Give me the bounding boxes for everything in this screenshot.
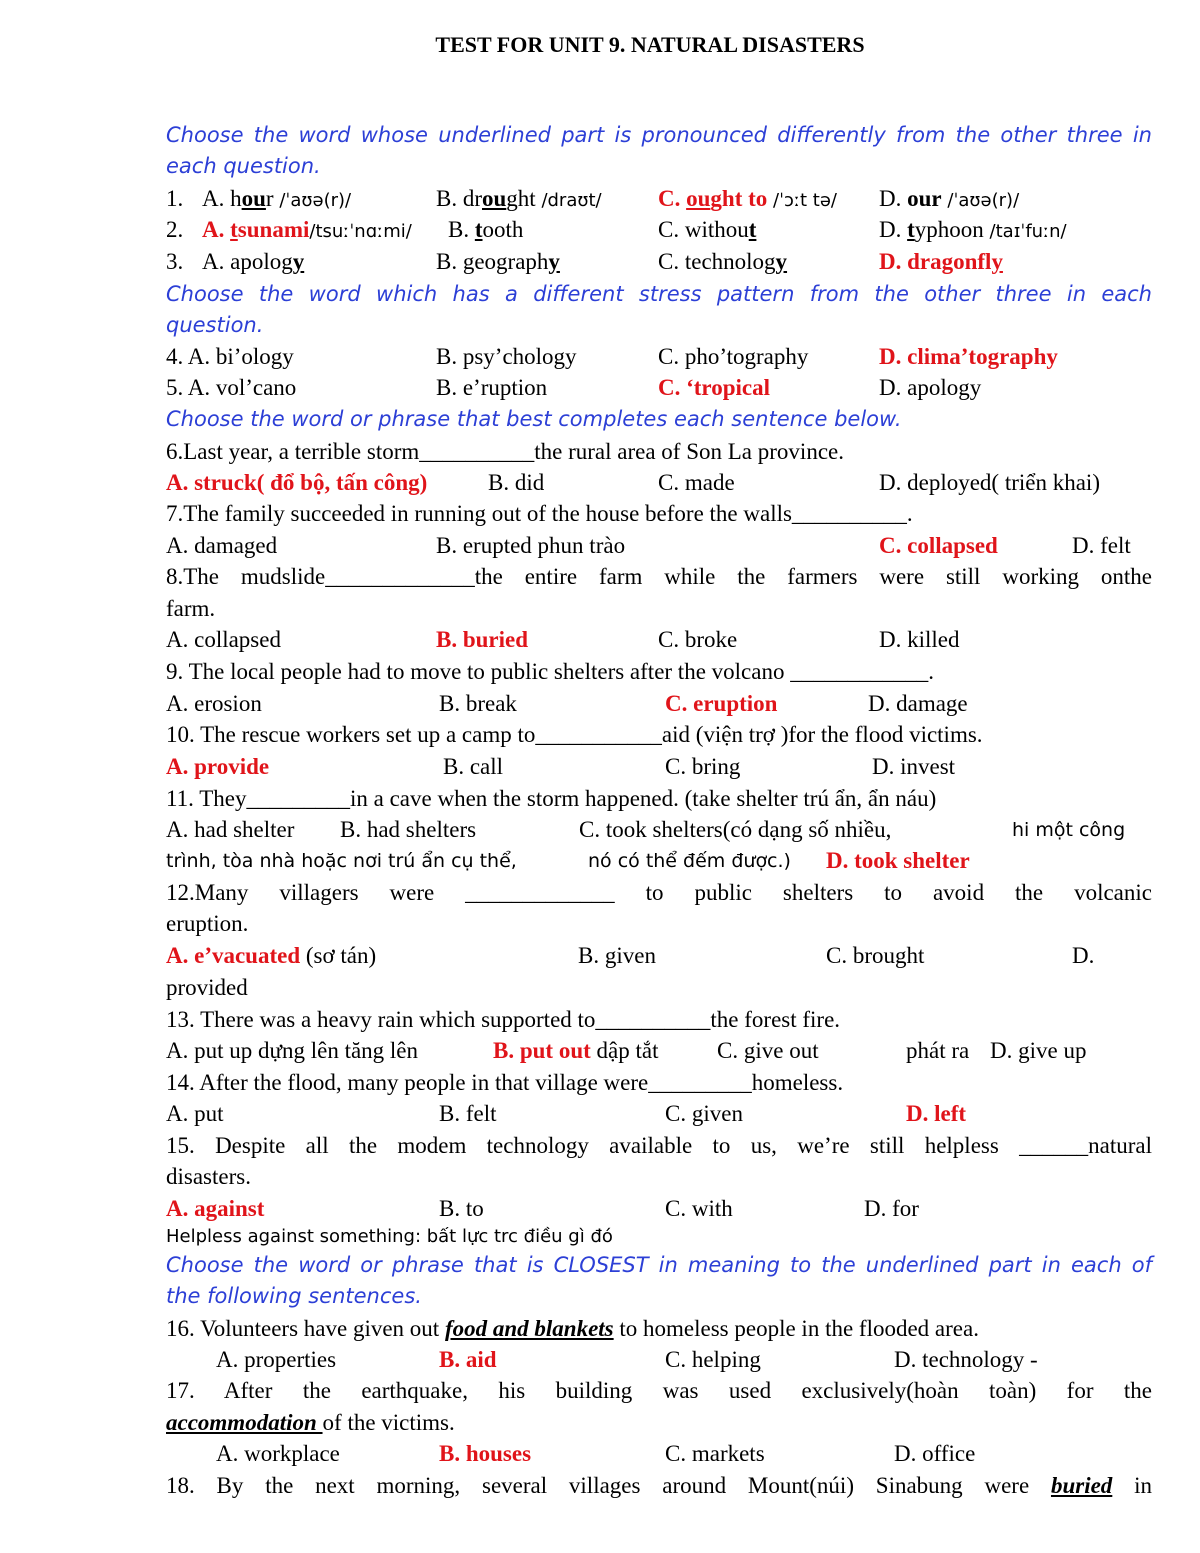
question-14-options [166, 1099, 1156, 1129]
option-d: D. technology - [894, 1347, 1038, 1372]
question-3 [166, 247, 1156, 277]
option-c: C. given [665, 1101, 743, 1126]
question-9-options [166, 689, 1156, 719]
option-c: C. markets [665, 1441, 765, 1466]
stem-text: farm. [166, 596, 216, 621]
option-b: B. did [488, 470, 545, 495]
instruction-pronunciation-line1: Choose the word whose underlined part is pronounced differently from the other three in [166, 123, 1152, 147]
option-a: A. hour /ˈaʊə(r)/ [202, 186, 352, 211]
question-8-options [166, 625, 1156, 655]
option-a: A. collapsed [166, 627, 281, 652]
option-d: D. damage [868, 691, 968, 716]
option-c: C. broke [658, 627, 738, 652]
stem-text: 11. They_________in a cave when the storm happened. (take shelter trú ẩn, ẩn náu) [166, 786, 937, 811]
option-b: B. had shelters [340, 817, 477, 842]
instruction-closest-line1: Choose the word or phrase that is CLOSEST in meaning to the underlined part in each of [166, 1253, 1152, 1277]
option-b: B. to [439, 1196, 484, 1221]
option-c: C. brought [826, 943, 925, 968]
option-c: C. pho’tography [658, 344, 809, 369]
option-a: A. properties [216, 1347, 337, 1372]
question-7-stem [166, 499, 1156, 529]
option-a: 5. A. vol’cano [166, 375, 297, 400]
option-a: 4. A. bi’ology [166, 344, 294, 369]
question-12-stem-line1: 12.Many villagers were _____________ to public shelters to avoid the volcanic [166, 880, 1152, 905]
stem-text: 7.The family succeeded in running out of the house before the walls__________. [166, 501, 913, 526]
question-4 [166, 342, 1156, 372]
option-b: B. felt [439, 1101, 497, 1126]
instruction-stress-line1: Choose the word which has a different stress pattern from the other three in each [166, 282, 1152, 306]
question-12-options [166, 941, 1156, 971]
question-10-options [166, 752, 1156, 782]
option-d: D. for [864, 1196, 919, 1221]
option-a: A. damaged [166, 533, 278, 558]
question-15-stem-line1: 15. Despite all the modem technology available to us, we’re still helpless ______natural [166, 1133, 1152, 1158]
option-a: A. put [166, 1101, 224, 1126]
option-d-answer: D. dragonfly [879, 249, 1003, 274]
option-b: B. given [578, 943, 656, 968]
option-c-answer: C. ‘tropical [658, 375, 771, 400]
question-9-stem [166, 657, 1156, 687]
instruction-stress-line2: question. [166, 313, 264, 337]
option-b: B. geography [436, 249, 560, 274]
stem-text: eruption. [166, 911, 249, 936]
question-8-stem-line1: 8.The mudslide_____________the entire farm while the farmers were still working onthe [166, 564, 1152, 589]
question-13-options [166, 1036, 1156, 1066]
question-6-options [166, 468, 1156, 498]
stem-text: 10. The rescue workers set up a camp to___________aid (viện trợ )for the flood victims. [166, 722, 983, 747]
option-c: C. give out [717, 1038, 819, 1063]
stem-text: disasters. [166, 1164, 251, 1189]
option-c: C. with [665, 1196, 733, 1221]
note-text: Helpless against something: bất lực trc điều gì đó [166, 1226, 613, 1247]
question-11-options-line2 [166, 846, 1156, 876]
question-16-options [166, 1345, 1156, 1375]
option-a: A. erosion [166, 691, 262, 716]
stem-text: 16. Volunteers have given out food and blankets to homeless people in the flooded area. [166, 1316, 979, 1341]
option-a-answer: A. e’vacuated (sơ tán) [166, 943, 377, 968]
option-c-answer: C. eruption [665, 691, 778, 716]
option-a: A. apology [202, 249, 305, 274]
instruction-complete: Choose the word or phrase that best completes each sentence below. [166, 407, 902, 431]
option-c: C. bring [665, 754, 741, 779]
stem-text: accommodation of the victims. [166, 1410, 455, 1435]
option-c: C. made [658, 470, 735, 495]
option-b: B. call [443, 754, 504, 779]
stem-text: 6.Last year, a terrible storm__________the rural area of Son La province. [166, 439, 844, 464]
stem-text: 9. The local people had to move to public shelters after the volcano ____________. [166, 659, 934, 684]
option-d-answer: D. clima’tography [879, 344, 1058, 369]
question-11-options-line1 [166, 815, 1156, 845]
option-c: C. technology [658, 249, 788, 274]
question-17-options [166, 1439, 1156, 1469]
option-b: B. psy’chology [436, 344, 577, 369]
instruction-pronunciation-line2: each question. [166, 154, 321, 178]
option-d: D. our /ˈaʊə(r)/ [879, 186, 1020, 211]
stem-text: 13. There was a heavy rain which supported to__________the forest fire. [166, 1007, 841, 1032]
question-15-options [166, 1194, 1156, 1224]
option-a-answer: A. against [166, 1196, 265, 1221]
option-d: D. deployed( triển khai) [879, 470, 1100, 495]
question-10-stem [166, 720, 1156, 750]
question-15-stem-line2 [166, 1162, 1156, 1192]
option-a: A. had shelter [166, 817, 295, 842]
question-6-stem [166, 437, 1156, 467]
option-d: D. felt [1072, 533, 1131, 558]
option-d: D. give up [990, 1038, 1087, 1063]
option-c-answer: C. collapsed [879, 533, 998, 558]
option-c-note: phát ra [906, 1038, 970, 1063]
option-a: A. workplace [216, 1441, 340, 1466]
option-b-answer: B. aid [439, 1347, 497, 1372]
stem-text: 18. By the next morning, several villages around Mount(núi) Sinabung were buried in [166, 1473, 1153, 1498]
question-15-note [166, 1222, 1156, 1252]
option-c: C. helping [665, 1347, 761, 1372]
option-b: B. break [439, 691, 517, 716]
question-1 [166, 184, 1156, 214]
option-d: D. [1072, 943, 1095, 968]
option-d: D. office [894, 1441, 976, 1466]
option-a-answer: A. tsunami/tsuːˈnɑːmi/ [202, 217, 412, 242]
question-5 [166, 373, 1156, 403]
page-title: TEST FOR UNIT 9. NATURAL DISASTERS [435, 32, 865, 57]
option-d-answer: D. left [906, 1101, 967, 1126]
question-17-stem-line1: 17. After the earthquake, his building was used exclusively(hoàn toàn) for the [166, 1378, 1152, 1403]
option-c: C. without [658, 217, 757, 242]
option-d: D. apology [879, 375, 982, 400]
option-b-answer: B. buried [436, 627, 529, 652]
option-c-part2: hi một công [1012, 819, 1126, 841]
option-d: D. killed [879, 627, 960, 652]
stem-text: 14. After the flood, many people in that village were_________homeless. [166, 1070, 844, 1095]
question-number: 3. [166, 249, 184, 274]
question-13-stem [166, 1005, 1156, 1035]
question-number: 1. [166, 186, 184, 211]
question-11-stem [166, 784, 1156, 814]
question-12-stem-line2 [166, 909, 1156, 939]
option-b: B. e’ruption [436, 375, 548, 400]
question-2 [166, 215, 1156, 245]
option-b: B. erupted phun trào [436, 533, 626, 558]
option-d-answer: D. took shelter [826, 848, 970, 873]
option-d: D. typhoon /taɪˈfuːn/ [879, 217, 1067, 242]
question-18-stem [166, 1471, 1152, 1501]
option-a: A. put up dựng lên tăng lên [166, 1038, 419, 1063]
option-b-answer: B. put out dập tắt [493, 1038, 659, 1063]
option-b: B. tooth [448, 217, 524, 242]
question-12-options-line2 [166, 973, 1156, 1003]
question-number: 2. [166, 217, 184, 242]
question-14-stem [166, 1068, 1156, 1098]
option-d-text: provided [166, 975, 248, 1000]
instruction-closest-line2: the following sentences. [166, 1284, 422, 1308]
question-17-stem-line2 [166, 1408, 1156, 1438]
option-c-part1: C. took shelters(có dạng số nhiều, [579, 817, 892, 842]
option-a-answer: A. struck( đổ bộ, tấn công) [166, 470, 428, 495]
option-b-answer: B. houses [439, 1441, 532, 1466]
question-8-stem-line2 [166, 594, 1156, 624]
option-d: D. invest [872, 754, 956, 779]
option-c-part3: trình, tòa nhà hoặc nơi trú ẩn cụ thể, [166, 850, 517, 872]
option-c-part4: nó có thể đếm được.) [588, 850, 791, 872]
option-a-answer: A. provide [166, 754, 270, 779]
question-7-options [166, 531, 1156, 561]
question-16-stem [166, 1314, 1156, 1344]
option-b: B. drought /draʊt/ [436, 186, 602, 211]
option-c-answer: C. ought to /ˈɔːt tə/ [658, 186, 837, 211]
